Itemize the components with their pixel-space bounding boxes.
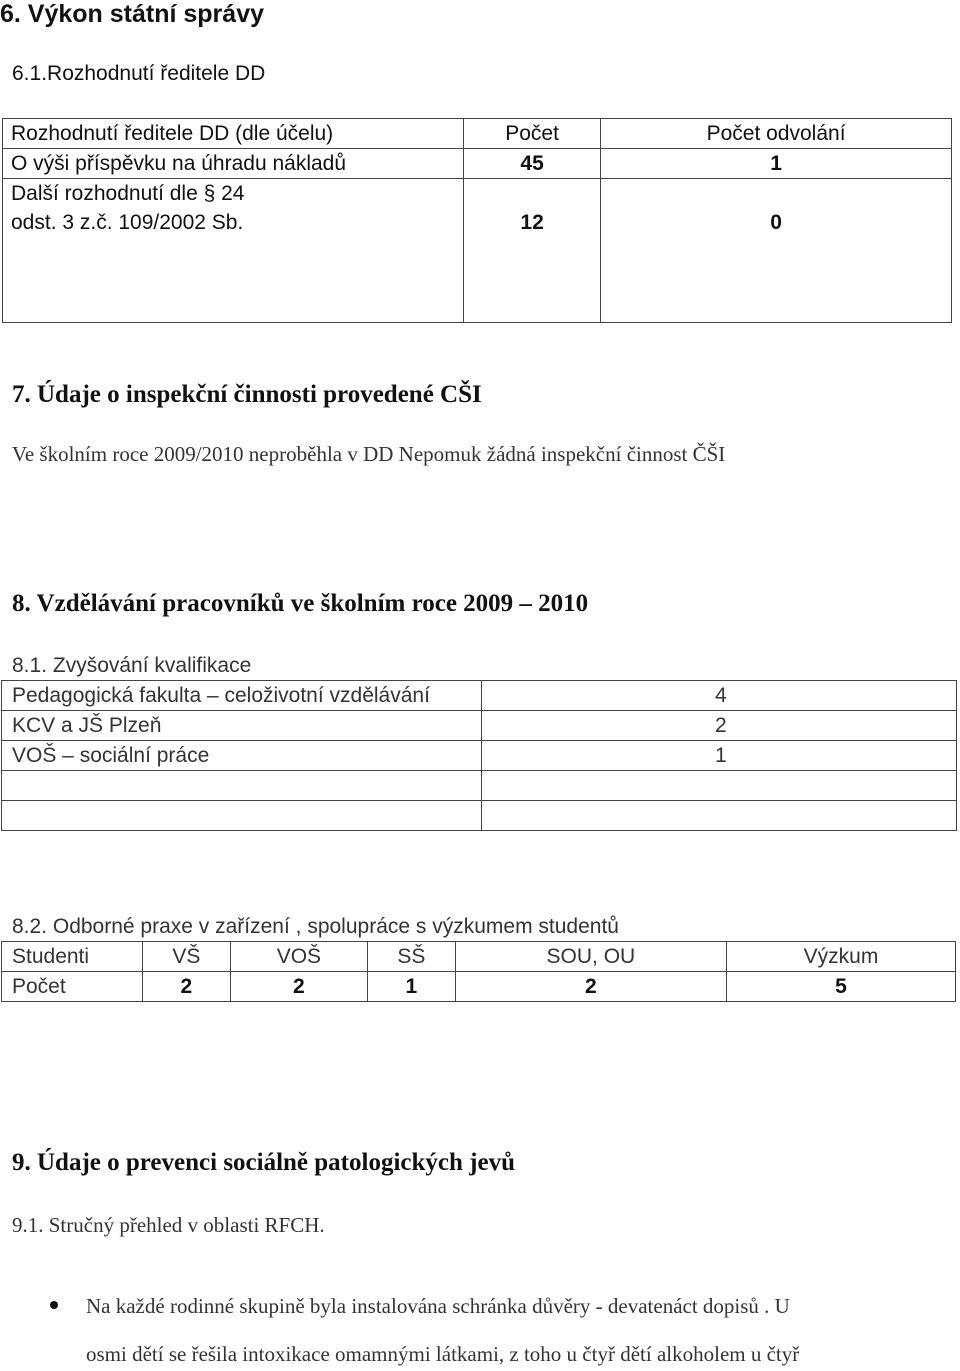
- table-cell: 1: [601, 149, 952, 179]
- table-cell: 0: [601, 179, 952, 323]
- section-9-1-subtitle: 9.1. Stručný přehled v oblasti RFCH.: [12, 1213, 325, 1237]
- table-cell: Počet: [2, 972, 143, 1002]
- section-9-title: 9. Údaje o prevenci sociálně patologických jevů: [12, 1149, 515, 1176]
- table-cell: 2: [143, 972, 231, 1002]
- table-header-row: [2, 942, 956, 972]
- section-6-title: 6. Výkon státní správy: [0, 0, 265, 28]
- table-row: [2, 681, 957, 711]
- qualification-table: [1, 680, 957, 831]
- table-header-cell: Počet odvolání: [601, 119, 952, 149]
- table-header-cell: VOŠ: [230, 942, 367, 972]
- table-row: [2, 801, 957, 831]
- table-cell: 2: [482, 711, 957, 741]
- bullet-text-line: osmi dětí se řešila intoxikace omamnými látkami, z toho u čtyř dětí alkoholem u čtyř: [86, 1342, 800, 1366]
- table-header-cell: SŠ: [367, 942, 455, 972]
- table-cell: 1: [482, 741, 957, 771]
- table-cell: [3, 179, 464, 323]
- internship-table: [1, 941, 956, 1002]
- table-cell: 2: [230, 972, 367, 1002]
- table-cell: [482, 801, 957, 831]
- table-header-cell: SOU, OU: [455, 942, 726, 972]
- table-cell: [482, 771, 957, 801]
- table-cell: 45: [464, 149, 601, 179]
- section-8-title: 8. Vzdělávání pracovníků ve školním roce 2009 – 2010: [12, 590, 589, 617]
- table-cell: 1: [367, 972, 455, 1002]
- table-cell: VOŠ – sociální práce: [2, 741, 482, 771]
- table-cell: 12: [464, 179, 601, 323]
- table-cell: Pedagogická fakulta – celoživotní vzdělávání: [2, 681, 482, 711]
- bullet-text-line: Na každé rodinné skupině byla instalována schránka důvěry - devatenáct dopisů . U: [86, 1294, 790, 1318]
- section-7-text: Ve školním roce 2009/2010 neproběhla v DD Nepomuk žádná inspekční činnost ČŠI: [12, 442, 726, 466]
- table-header-cell: Výzkum: [727, 942, 956, 972]
- cell-line: Další rozhodnutí dle § 24: [11, 182, 245, 205]
- section-7-title: 7. Údaje o inspekční činnosti provedené CŠI: [12, 381, 482, 408]
- table-row: [2, 771, 957, 801]
- table-row: [2, 972, 956, 1002]
- table-header-cell: VŠ: [143, 942, 231, 972]
- table-header-cell: Rozhodnutí ředitele DD (dle účelu): [3, 119, 464, 149]
- section-8-1-subtitle: 8.1. Zvyšování kvalifikace: [12, 654, 252, 677]
- decisions-table: [2, 118, 952, 323]
- table-row: [3, 149, 952, 179]
- bullet-icon: [50, 1301, 58, 1309]
- table-row: [2, 711, 957, 741]
- section-6-1-subtitle: 6.1.Rozhodnutí ředitele DD: [12, 62, 266, 85]
- table-cell: 5: [727, 972, 956, 1002]
- table-row: [3, 179, 952, 323]
- table-header-cell: Počet: [464, 119, 601, 149]
- table-cell: 4: [482, 681, 957, 711]
- table-cell: 2: [455, 972, 726, 1002]
- cell-line: odst. 3 z.č. 109/2002 Sb.: [11, 211, 244, 234]
- table-cell: KCV a JŠ Plzeň: [2, 711, 482, 741]
- table-cell: O výši příspěvku na úhradu nákladů: [3, 149, 464, 179]
- table-cell: [2, 801, 482, 831]
- table-row: [2, 741, 957, 771]
- table-header-row: [3, 119, 952, 149]
- table-cell: [2, 771, 482, 801]
- table-header-cell: Studenti: [2, 942, 143, 972]
- section-8-2-subtitle: 8.2. Odborné praxe v zařízení , spolupráce s výzkumem studentů: [12, 915, 619, 938]
